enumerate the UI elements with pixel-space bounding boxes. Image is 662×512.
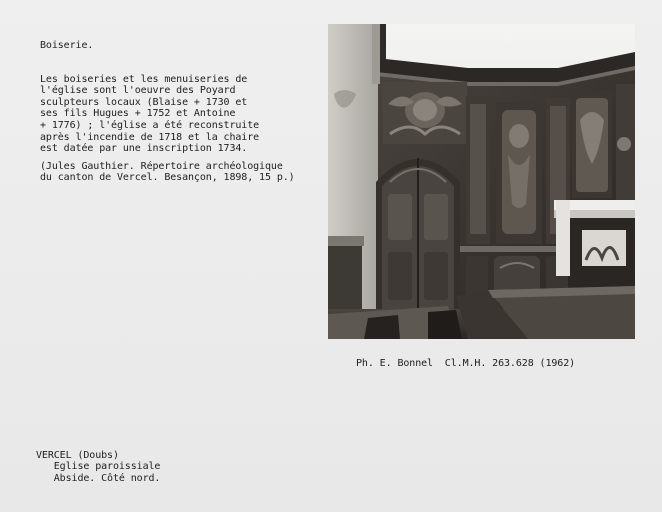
description-line: l'église sont l'oeuvre des Poyard [40,85,236,97]
location-line: Eglise paroissiale [36,461,161,473]
location-caption [36,438,160,508]
reference-line: du canton de Vercel. Besançon, 1898, 15 p.) [40,172,295,184]
description-line: est datée par une inscription 1734. [40,143,248,155]
bibliographic-reference [40,149,295,207]
photo-credit: Ph. E. Bonnel Cl.M.H. 263.628 (1962) [356,358,576,369]
description-line: + 1776) ; l'église a été reconstruite [40,119,260,131]
reference-line: (Jules Gauthier. Répertoire archéologique [40,160,283,172]
location-line: Abside. Côté nord. [36,472,161,484]
wood-paneled-apse-photograph [328,24,635,339]
description-line: après l'incendie de 1718 et la chaire [40,131,260,143]
description-line: Les boiseries et les menuiseries de [40,73,248,85]
record-heading: Boiserie. [40,40,94,51]
description-line: sculpteurs locaux (Blaise + 1730 et [40,96,248,108]
description-line: ses fils Hugues + 1752 et Antoine [40,108,236,120]
location-line: VERCEL (Doubs) [36,449,119,461]
